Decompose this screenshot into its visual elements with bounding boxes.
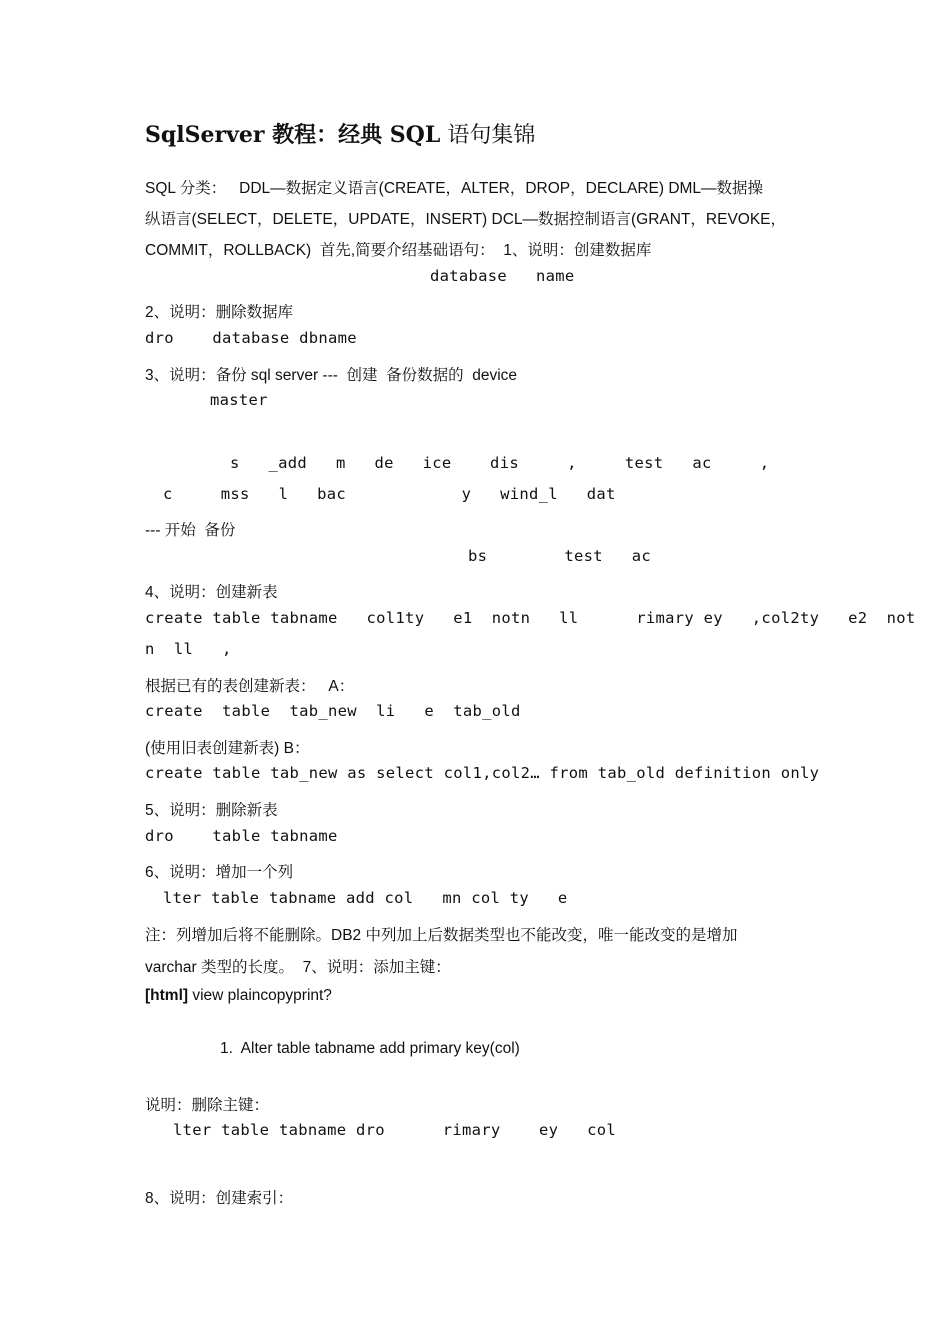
section-4-code-2: n ll , xyxy=(145,640,232,658)
section-2-label: 2、说明：删除数据库 xyxy=(145,304,294,321)
view-plain-copy-print-link[interactable]: view plaincopyprint? xyxy=(188,987,332,1004)
section-6-label: 6、说明：增加一个列 xyxy=(145,864,294,881)
title-bold: SqlServer 教程：经典 SQL xyxy=(145,122,441,148)
section-4-code-1: create table tabname col1ty e1 notn ll rimary ey ,col2ty e2 not xyxy=(145,609,916,627)
section-2-code: dro database dbname xyxy=(145,329,357,347)
section-4-label-b: (使用旧表创建新表) B： xyxy=(145,740,310,757)
drop-primary-key-code: lter table tabname dro rimary ey col xyxy=(173,1121,617,1139)
drop-primary-key-label: 说明：删除主键： xyxy=(145,1097,270,1114)
note-line-1: 注：列增加后将不能删除。DB2 中列加上后数据类型也不能改变，唯一能改变的是增加 xyxy=(145,927,738,944)
section-3-code-2: s _add m de ice dis , test ac , xyxy=(230,454,770,472)
section-4-label: 4、说明：创建新表 xyxy=(145,584,278,601)
title-rest: 语句集锦 xyxy=(440,123,536,148)
section-6-code: lter table tabname add col mn col ty e xyxy=(163,889,568,907)
section-3-code-4: bs test ac xyxy=(468,547,652,565)
intro-line-1: SQL 分类： DDL—数据定义语言(CREATE，ALTER，DROP，DECLARE) DML—数据操 xyxy=(145,180,764,197)
section-4-code-a: create table tab_new li e tab_old xyxy=(145,702,521,720)
section-4-label-a: 根据已有的表创建新表： A： xyxy=(145,678,355,695)
section-3-code-3: c mss l bac y wind_l dat xyxy=(163,485,616,503)
section-3-label-2: --- 开始 备份 xyxy=(145,522,236,539)
code-create-database: database name xyxy=(430,267,575,285)
section-5-code: dro table tabname xyxy=(145,827,338,845)
section-3-label: 3、说明：备份 sql server --- 创建 备份数据的 device xyxy=(145,367,518,384)
section-8-label: 8、说明：创建索引： xyxy=(145,1190,294,1207)
html-tag: [html] xyxy=(145,987,189,1004)
note-line-2: varchar 类型的长度。 7、说明：添加主键： xyxy=(145,959,451,976)
section-3-code-1: master xyxy=(210,391,268,409)
section-5-label: 5、说明：删除新表 xyxy=(145,802,278,819)
html-code-header xyxy=(145,987,332,1005)
section-4-code-b: create table tab_new as select col1,col2… from tab_old definition only xyxy=(145,764,820,782)
document-title xyxy=(145,118,535,149)
code-list-item: 1. Alter table tabname add primary key(col) xyxy=(220,1040,520,1057)
intro-line-3: COMMIT，ROLLBACK) 首先,简要介绍基础语句： 1、说明：创建数据库 xyxy=(145,242,652,259)
intro-line-2: 纵语言(SELECT，DELETE，UPDATE，INSERT) DCL—数据控制语言(GRANT，REVOKE， xyxy=(145,211,787,228)
